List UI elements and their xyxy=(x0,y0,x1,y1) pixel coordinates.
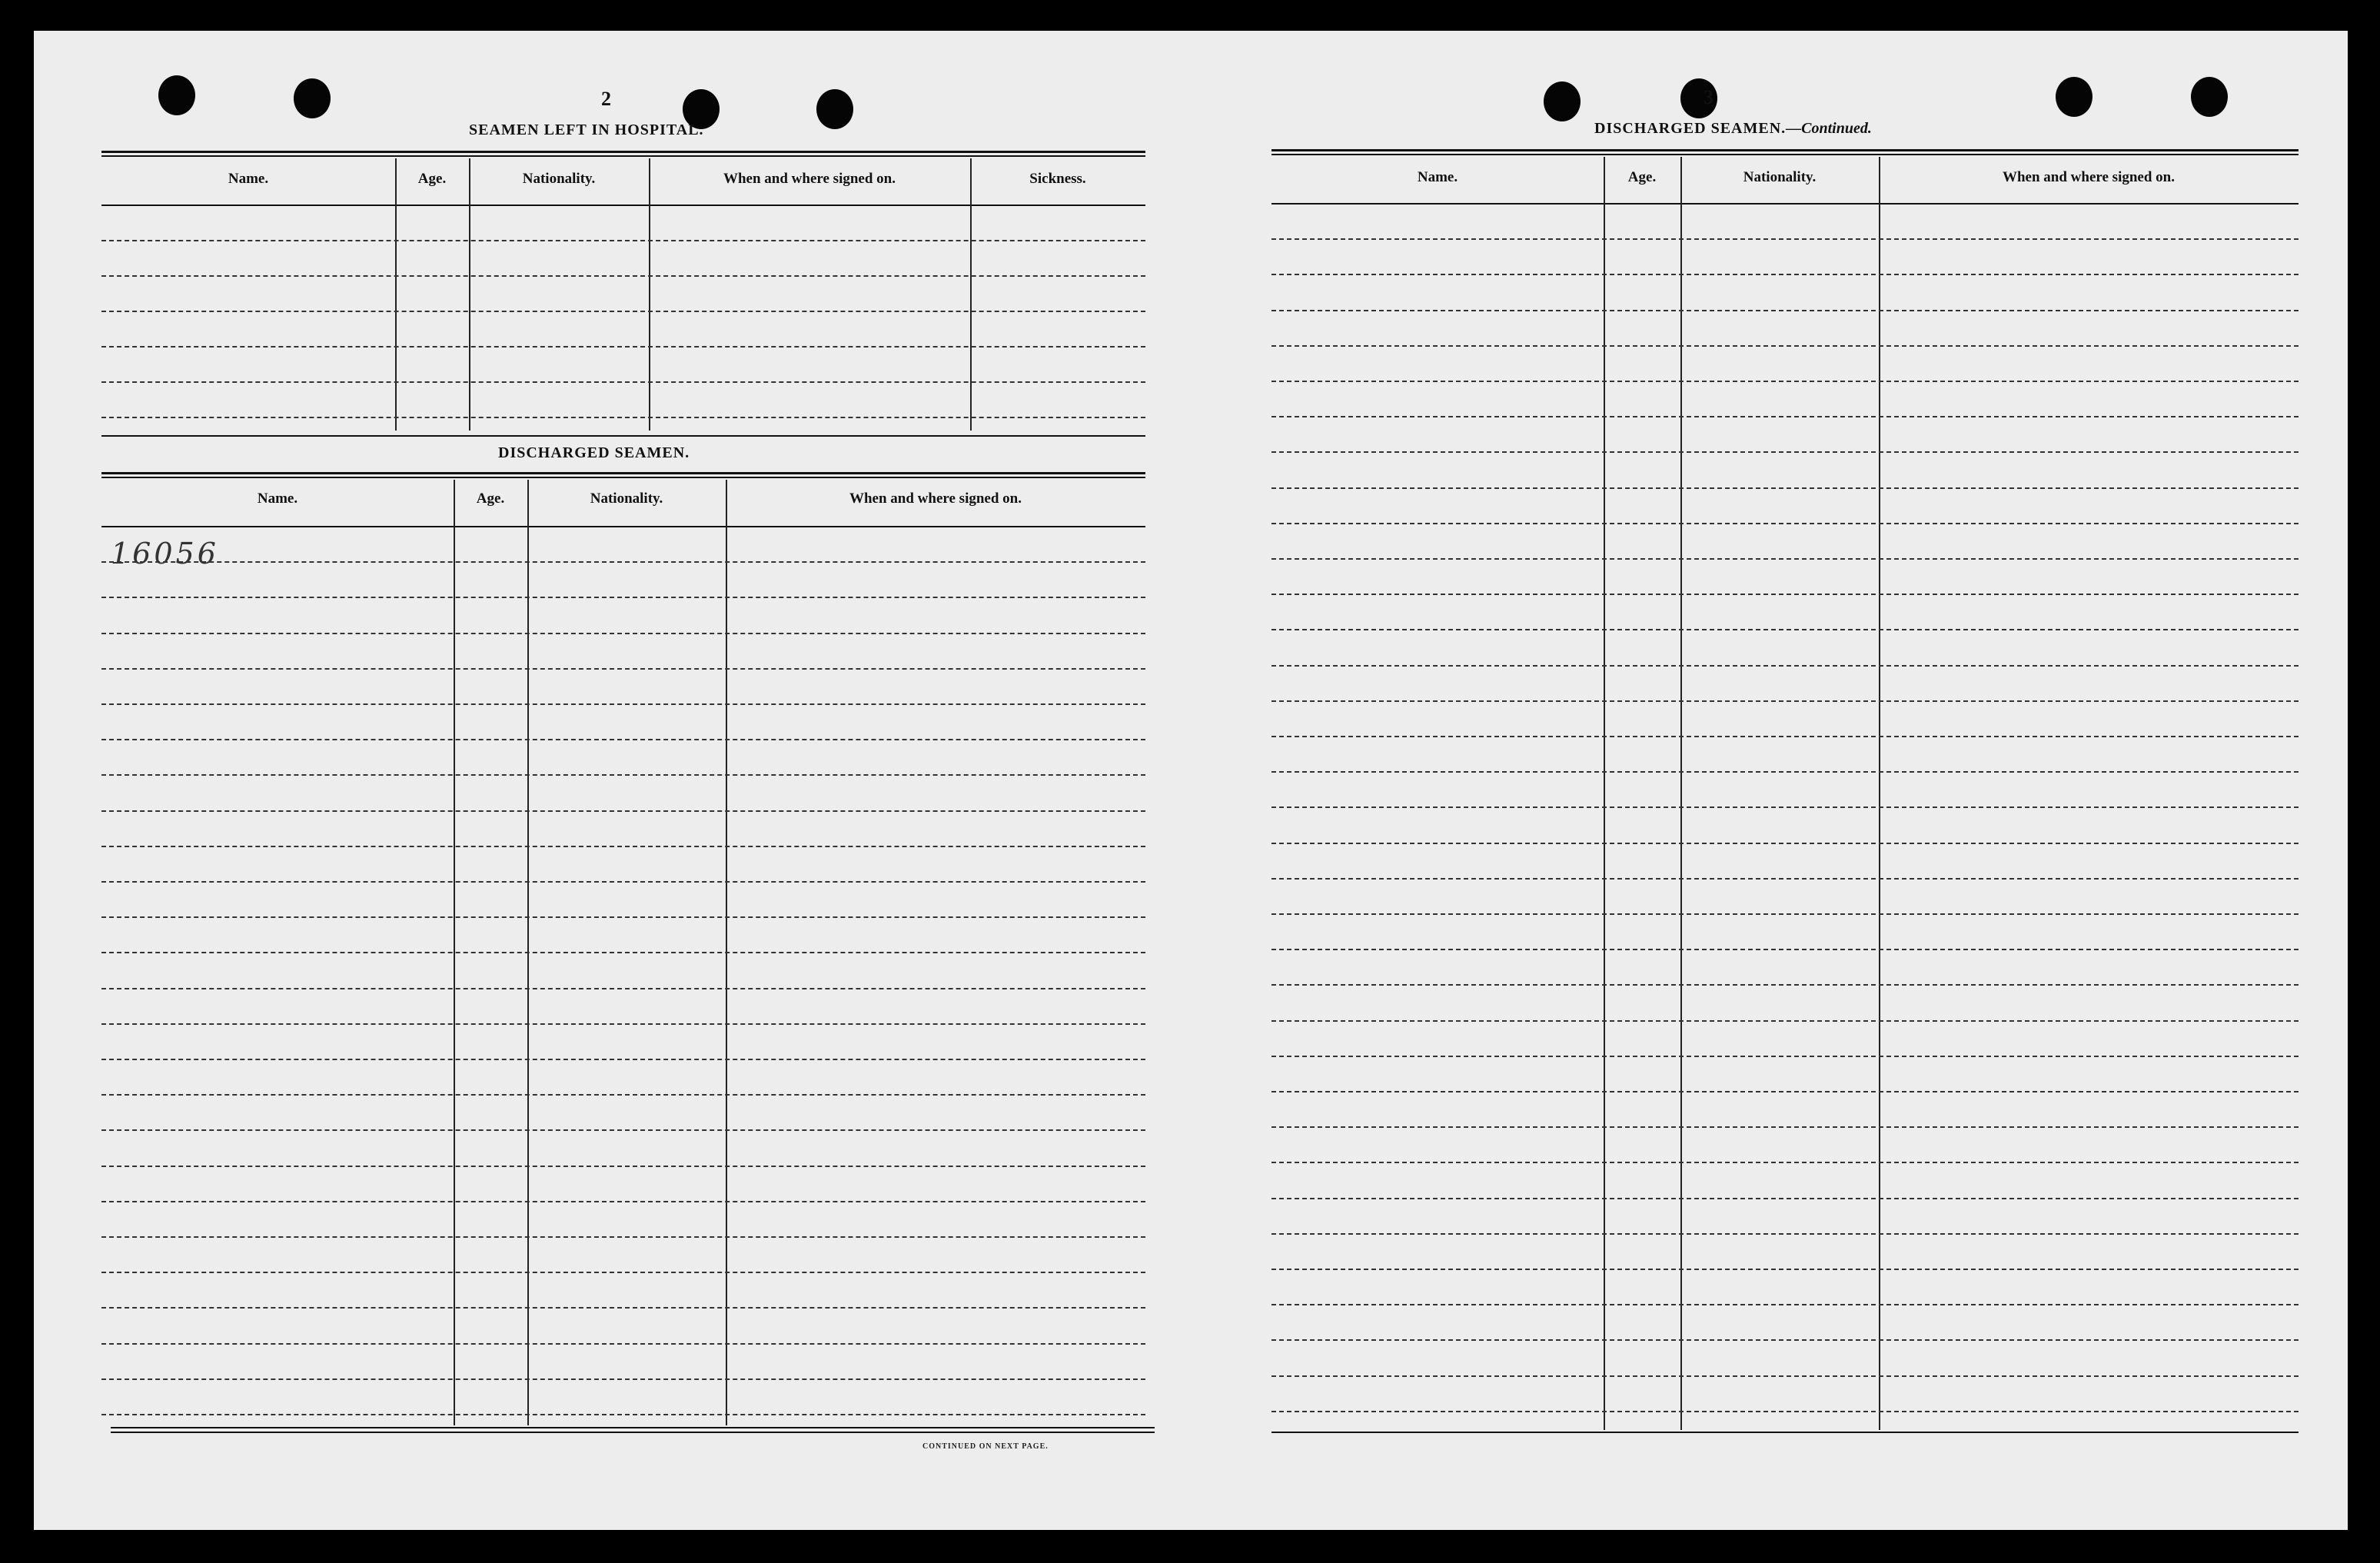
ruled-row xyxy=(101,311,1145,312)
ruled-row xyxy=(1271,238,2299,240)
ruled-row xyxy=(101,739,1145,740)
column-header: Age. xyxy=(417,171,447,187)
ruled-row xyxy=(101,1094,1145,1096)
column-header: When and where signed on. xyxy=(849,491,1022,507)
punch-hole xyxy=(1544,81,1581,121)
column-header: Nationality. xyxy=(522,171,596,187)
right-title-main: DISCHARGED SEAMEN. xyxy=(1594,120,1787,137)
ruled-row xyxy=(1271,274,2299,275)
ruled-row xyxy=(101,275,1145,277)
right-title-continued: —Continued. xyxy=(1786,120,1872,137)
ruled-row xyxy=(101,381,1145,383)
ruled-row xyxy=(101,1272,1145,1273)
ruled-row xyxy=(1271,629,2299,630)
left-bottom-rule-2 xyxy=(111,1432,1155,1433)
ruled-row xyxy=(101,1059,1145,1060)
column-divider xyxy=(649,158,650,431)
column-divider xyxy=(1879,157,1880,1430)
ruled-row xyxy=(101,561,1145,563)
ruled-row xyxy=(1271,700,2299,702)
header-underline xyxy=(101,205,1145,206)
right-top-rule xyxy=(1271,149,2299,151)
hospital-top-rule-2 xyxy=(101,155,1145,157)
ruled-row xyxy=(1271,1020,2299,1022)
ruled-row xyxy=(101,1414,1145,1415)
column-header: Nationality. xyxy=(1743,169,1817,185)
ruled-row xyxy=(1271,806,2299,808)
ruled-row xyxy=(1271,1411,2299,1412)
hospital-top-rule xyxy=(101,151,1145,153)
column-header: Nationality. xyxy=(590,491,663,507)
page-number-left: 2 xyxy=(601,88,611,110)
ruled-row xyxy=(1271,1162,2299,1163)
column-divider xyxy=(970,158,972,431)
ruled-row xyxy=(101,1201,1145,1202)
ruled-row xyxy=(101,417,1145,418)
ruled-row xyxy=(101,846,1145,847)
column-header: When and where signed on. xyxy=(723,171,896,187)
column-header: Sickness. xyxy=(1029,171,1086,187)
ruled-row xyxy=(1271,416,2299,417)
ruled-row xyxy=(1271,1269,2299,1270)
ruled-row xyxy=(101,1129,1145,1131)
right-top-rule-2 xyxy=(1271,154,2299,155)
ruled-row xyxy=(1271,1304,2299,1305)
ruled-row xyxy=(101,988,1145,989)
ledger-sheet xyxy=(34,31,2348,1530)
hospital-bottom-rule xyxy=(101,435,1145,437)
column-divider xyxy=(1604,157,1605,1430)
ruled-row xyxy=(1271,665,2299,667)
punch-hole xyxy=(294,78,331,118)
column-header: When and where signed on. xyxy=(2002,169,2175,185)
column-divider xyxy=(1680,157,1682,1430)
column-divider xyxy=(469,158,470,431)
ruled-row xyxy=(1271,558,2299,560)
continued-footer: CONTINUED ON NEXT PAGE. xyxy=(922,1442,1049,1451)
punch-hole xyxy=(2191,77,2228,117)
ruled-row xyxy=(101,1307,1145,1309)
column-header: Name. xyxy=(257,491,298,507)
ruled-row xyxy=(101,668,1145,670)
ruled-row xyxy=(1271,878,2299,880)
ruled-row xyxy=(101,881,1145,883)
ruled-row xyxy=(1271,1056,2299,1057)
ruled-row xyxy=(1271,1198,2299,1199)
right-bottom-rule xyxy=(1271,1432,2299,1433)
handwritten-entry: 16056 xyxy=(111,537,219,570)
ruled-row xyxy=(101,1166,1145,1167)
discharged-section-title: DISCHARGED SEAMEN. xyxy=(498,444,690,461)
ruled-row xyxy=(1271,949,2299,950)
ruled-row xyxy=(101,1378,1145,1380)
ruled-row xyxy=(101,810,1145,812)
punch-hole xyxy=(816,89,853,129)
ruled-row xyxy=(1271,1126,2299,1128)
column-divider xyxy=(395,158,397,431)
punch-hole xyxy=(158,75,195,115)
page-number-right: 3 xyxy=(1704,86,1714,108)
ruled-row xyxy=(101,633,1145,634)
ruled-row xyxy=(1271,345,2299,347)
column-header: Name. xyxy=(228,171,269,187)
ruled-row xyxy=(101,240,1145,241)
ruled-row xyxy=(101,703,1145,705)
ruled-row xyxy=(1271,771,2299,773)
ruled-row xyxy=(1271,381,2299,382)
ruled-row xyxy=(1271,1233,2299,1235)
ruled-row xyxy=(1271,984,2299,986)
ruled-row xyxy=(101,952,1145,953)
ruled-row xyxy=(101,1236,1145,1238)
ruled-row xyxy=(1271,594,2299,595)
ruled-row xyxy=(1271,310,2299,311)
ruled-row xyxy=(101,346,1145,348)
header-underline xyxy=(1271,203,2299,205)
ruled-row xyxy=(101,597,1145,598)
left-bottom-rule xyxy=(111,1427,1155,1428)
ruled-row xyxy=(1271,736,2299,737)
right-section-title xyxy=(1594,120,1872,138)
ruled-row xyxy=(101,916,1145,918)
discharged-top-rule-2 xyxy=(101,477,1145,478)
ruled-row xyxy=(1271,1375,2299,1377)
ruled-row xyxy=(1271,487,2299,489)
header-underline xyxy=(101,526,1145,527)
ruled-row xyxy=(1271,913,2299,915)
ruled-row xyxy=(101,774,1145,776)
column-header: Age. xyxy=(1627,169,1657,185)
hospital-section-title: SEAMEN LEFT IN HOSPITAL. xyxy=(469,121,704,138)
ruled-row xyxy=(1271,843,2299,844)
ruled-row xyxy=(1271,451,2299,453)
column-header: Age. xyxy=(476,491,505,507)
ruled-row xyxy=(1271,1091,2299,1092)
discharged-top-rule xyxy=(101,472,1145,474)
ruled-row xyxy=(1271,1339,2299,1341)
ruled-row xyxy=(101,1023,1145,1025)
ruled-row xyxy=(101,1343,1145,1345)
column-header: Name. xyxy=(1417,169,1458,185)
ruled-row xyxy=(1271,523,2299,524)
punch-hole xyxy=(2056,77,2092,117)
